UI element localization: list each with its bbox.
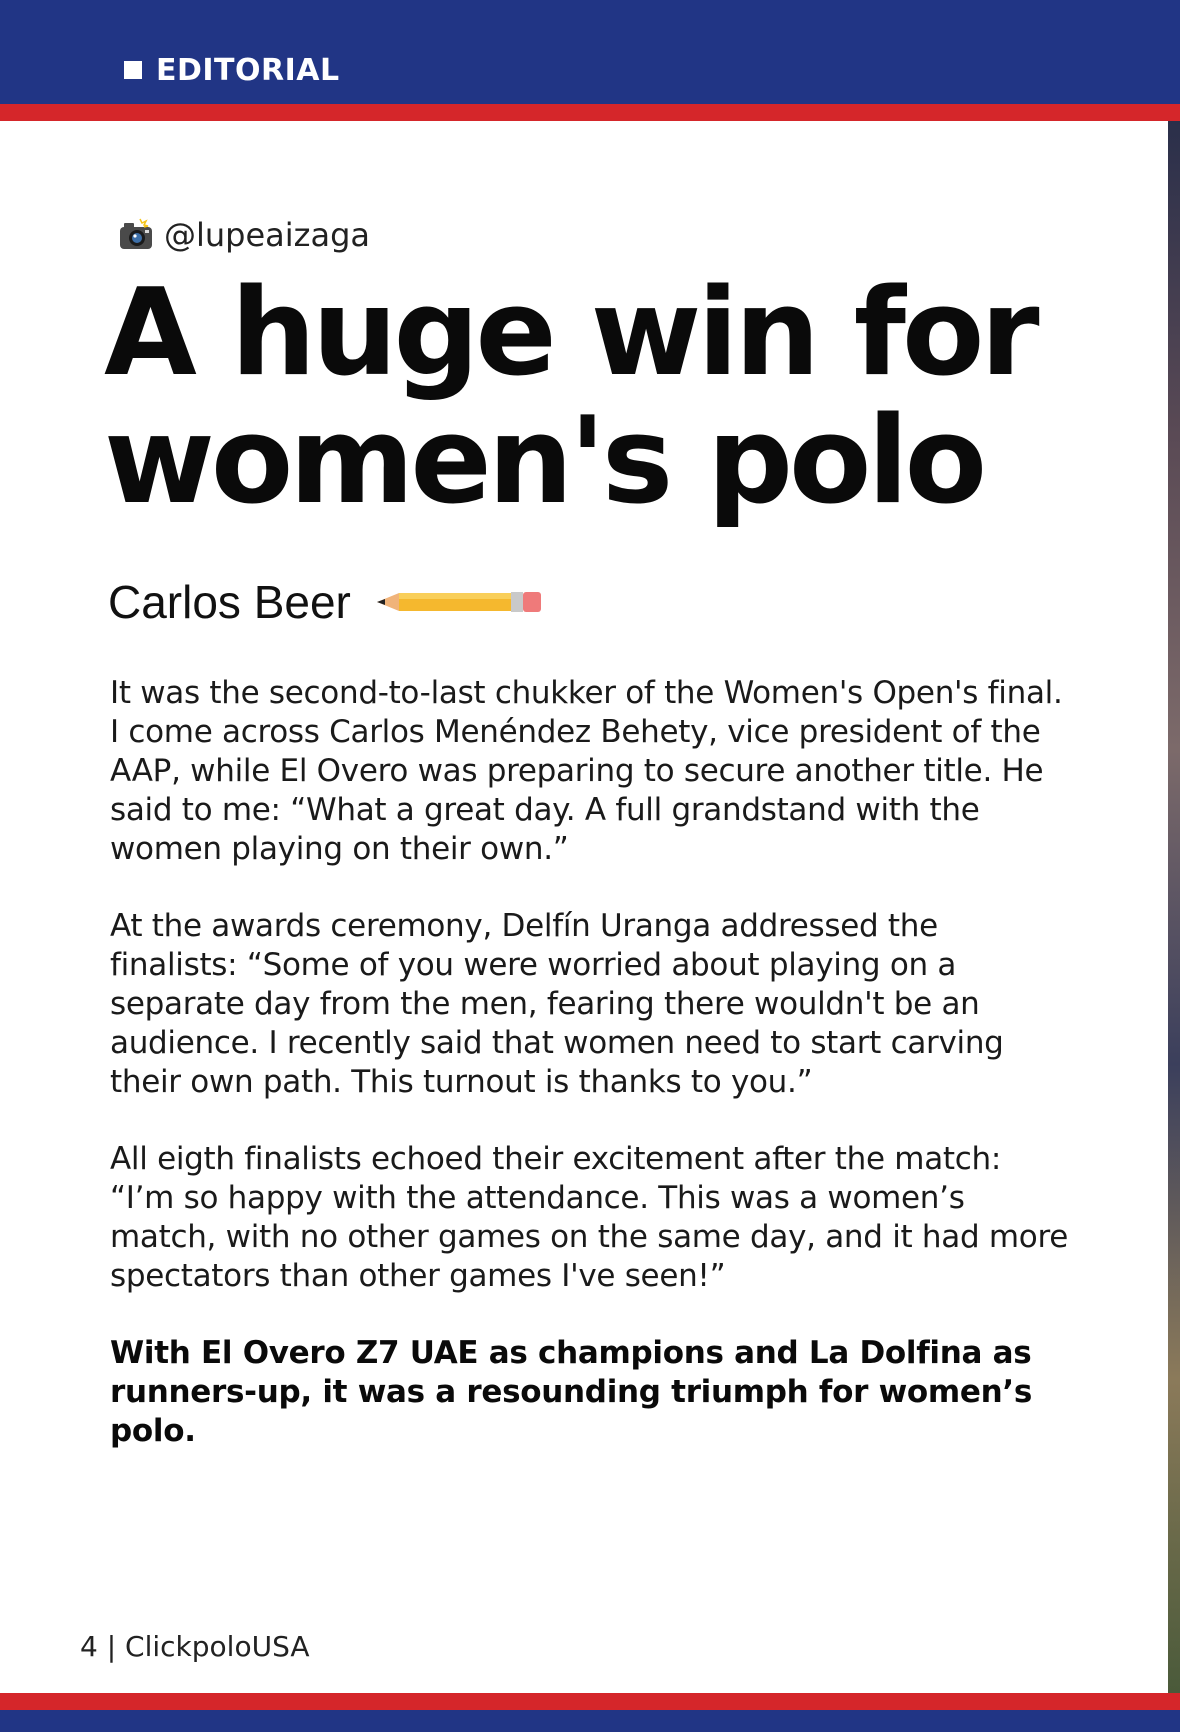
paragraph: At the awards ceremony, Delfín Uranga addressed the finalists: “Some of you were worried about playing on a separate day from the men, fearing there wouldn't be an audience. I recently said that women need to start carving their own path. This turnout is thanks to you.” xyxy=(110,908,1004,1100)
photo-credit xyxy=(118,212,370,258)
byline xyxy=(108,574,543,630)
camera-icon xyxy=(118,217,154,253)
section-label-text: EDITORIAL xyxy=(156,52,340,88)
headline: A huge win for women's polo xyxy=(104,264,1036,531)
credit-handle: @lupeaizaga xyxy=(164,216,370,254)
paragraph: All eigth finalists echoed their excitement after the match: “I’m so happy with the attendance. This was a women’s match, with no other games on the same day, and it had more spectators than other games I've seen!” xyxy=(110,1141,1068,1294)
page-footer xyxy=(80,1626,310,1666)
author-name: Carlos Beer xyxy=(108,576,351,628)
section-label xyxy=(124,48,340,92)
photo-edge xyxy=(1168,121,1180,1693)
header-accent-stripe xyxy=(0,104,1180,121)
square-bullet-icon xyxy=(124,61,142,79)
closing-paragraph: With El Overo Z7 UAE as champions and La Dolfina as runners-up, it was a resounding triumph for women’s polo. xyxy=(110,1335,1033,1449)
page-number-label: 4 | ClickpoloUSA xyxy=(80,1629,310,1663)
footer-accent-stripe xyxy=(0,1693,1180,1710)
footer-band xyxy=(0,1710,1180,1732)
pencil-icon xyxy=(377,589,543,615)
paragraph: It was the second-to-last chukker of the Women's Open's final. I come across Carlos Menéndez Behety, vice president of the AAP, while El Overo was preparing to secure another title. He said to me: “What a great day. A full grandstand with the women playing on their own.” xyxy=(110,675,1063,867)
